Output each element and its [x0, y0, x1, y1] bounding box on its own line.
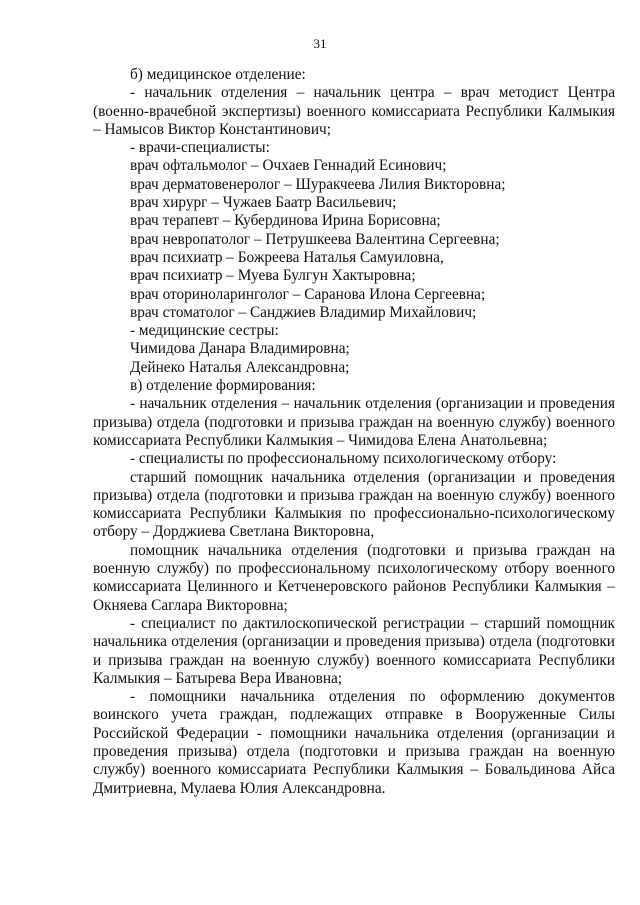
section-heading-medical: б) медицинское отделение: — [130, 66, 306, 83]
list-item: Дейнеко Наталья Александровна; — [130, 358, 350, 376]
formation-head-paragraph: - начальник отделения – начальник отделения (организации и проведения призыва) отдела (подготовки и призыва граждан на военную службу) военного комиссариата Республики Калмыкия – Чимидова Елена Анатольевна; — [93, 395, 615, 449]
list-item: Чимидова Данара Владимировна; — [130, 340, 350, 358]
specialists-heading: - врачи-специалисты: — [130, 139, 270, 157]
list-item: врач хирург – Чужаев Баатр Васильевич; — [130, 194, 397, 212]
nurses-heading: - медицинские сестры: — [130, 322, 279, 340]
list-item: врач психиатр – Божреева Наталья Самуиловна, — [130, 248, 444, 266]
list-item: врач дерматовенеролог – Шуракчеева Лилия Викторовна; — [130, 175, 506, 193]
list-item: врач психиатр – Муева Булгун Хактыровна; — [130, 267, 416, 285]
psych-assistant-paragraph: помощник начальника отделения (подготовки и призыва граждан на военную службу) по профессиональному психологическому отбору военного комиссариата Целинного и Кетченеровского районов Республики Калмыкия – Окняева Саглара Викторовна; — [93, 541, 615, 614]
psych-senior-assistant-paragraph: старший помощник начальника отделения (организации и проведения призыва) отдела (подготовки и призыва граждан на военную службу) военного комиссариата Республики Калмыкия по профессионально-психологическому отбору – Дорджиева Светлана Викторовна, — [93, 468, 615, 541]
section-heading-formation: в) отделение формирования: — [130, 377, 316, 395]
page-number: 31 — [313, 36, 327, 51]
list-item: врач невропатолог – Петрушкеева Валентина Сергеевна; — [130, 230, 500, 248]
fingerprint-specialist-paragraph: - специалист по дактилоскопической регистрации – старший помощник начальника отделения (организации и проведения призыва) отдела (подготовки и призыва граждан на военную службу) военного комиссариата Республики Калмыкия – Батырева Вера Ивановна; — [93, 614, 615, 687]
list-item: врач офтальмолог – Очхаев Геннадий Есинович; — [130, 157, 447, 175]
documents-assistants-paragraph: - помощники начальника отделения по оформлению документов воинского учета граждан, подлежащих отправке в Вооруженные Силы Российской Федерации - помощники начальника отделения (организации и проведения призыва) отдела (подготовки и призыва граждан на военную службу) военного комиссариата Республики Калмыкия – Бовальдинова Айса Дмитриевна, Мулаева Юлия Александровна. — [93, 688, 615, 797]
psych-selection-heading: - специалисты по профессиональному психологическому отбору: — [130, 450, 557, 468]
medical-head-paragraph: - начальник отделения – начальник центра – врач методист Центра (военно-врачебной экспертизы) военного комиссариата Республики Калмыкия – Намысов Виктор Константинович; — [93, 84, 615, 138]
document-body — [93, 66, 615, 798]
list-item: врач стоматолог – Санджиев Владимир Михайлович; — [130, 303, 477, 321]
list-item: врач терапевт – Кубердинова Ирина Борисовна; — [130, 212, 441, 230]
list-item: врач оториноларинголог – Саранова Илона Сергеевна; — [130, 285, 486, 303]
